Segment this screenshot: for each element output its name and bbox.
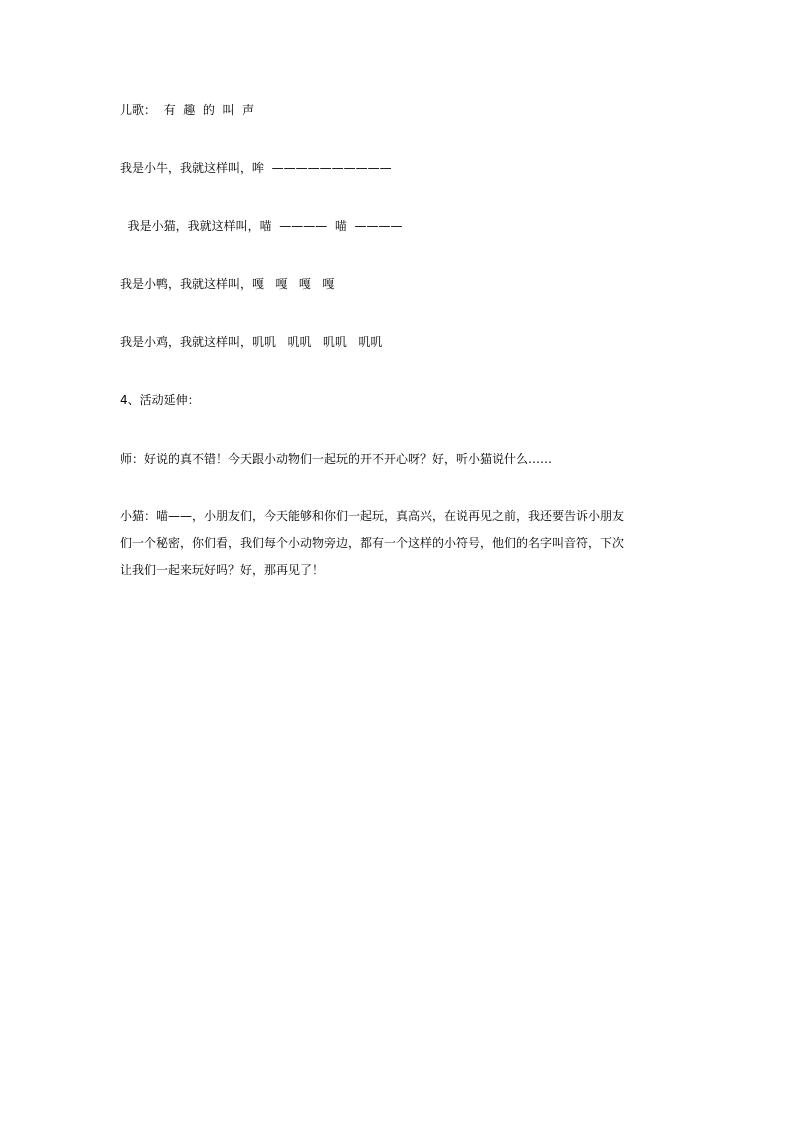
- kitten-paragraph: [120, 503, 680, 584]
- song-line-calf: 我是小牛，我就这样叫，哞 ——————————: [120, 161, 392, 175]
- section-heading: 4、活动延伸：: [120, 393, 200, 407]
- song-line-chick: 我是小鸡，我就这样叫，叽叽 叽叽 叽叽 叽叽: [120, 335, 383, 349]
- kitten-paragraph-line: 们一个秘密，你们看，我们每个小动物旁边，都有一个这样的小符号，他们的名字叫音符，下次: [120, 536, 625, 550]
- song-line-duckling: 我是小鸭，我就这样叫，嘎 嘎 嘎 嘎: [120, 277, 335, 291]
- song-line-kitten: 我是小猫，我就这样叫，喵 ———— 喵 ————: [120, 219, 403, 233]
- teacher-line: 师：好说的真不错！今天跟小动物们一起玩的开不开心呀？好，听小猫说什么……: [120, 452, 553, 466]
- kitten-paragraph-line: 小猫：喵——，小朋友们，今天能够和你们一起玩，真高兴，在说再见之前，我还要告诉小朋友: [120, 509, 625, 523]
- kitten-paragraph-line: 让我们一起来玩好吗？好，那再见了！: [120, 563, 325, 577]
- song-title: 儿歌： 有 趣 的 叫 声: [120, 103, 255, 117]
